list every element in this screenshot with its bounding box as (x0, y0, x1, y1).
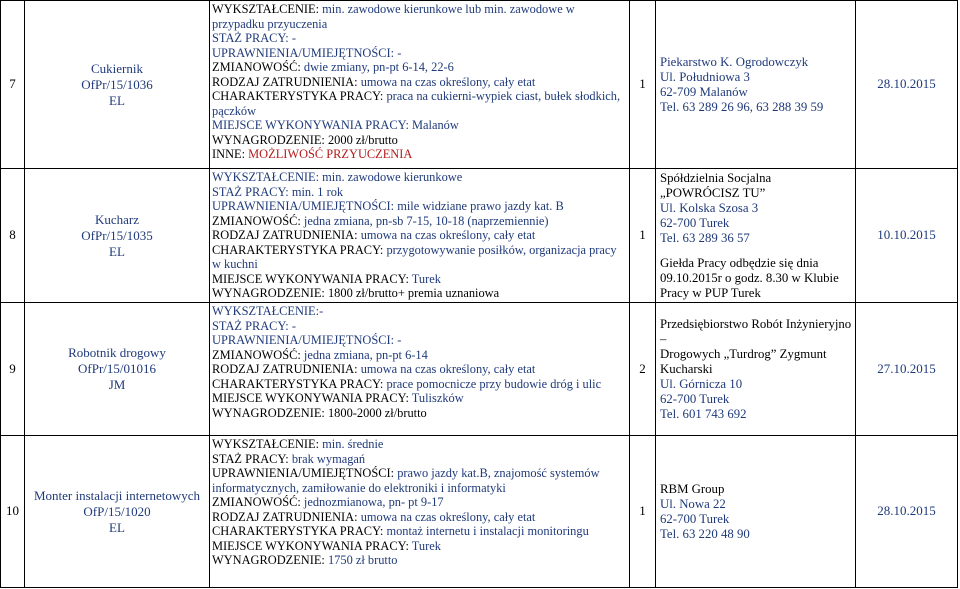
education-value: min. zawodowe kierunkowe lub min. zawodowe w przypadku przyuczenia (212, 2, 575, 31)
advisor-code: EL (109, 243, 125, 259)
row-number: 7 (1, 1, 25, 169)
advisor-code: JM (108, 377, 126, 392)
row-number: 10 (1, 436, 25, 588)
employer-name: Piekarstwo K. Ogrodowczyk (660, 54, 809, 69)
offer-description: WYKSZTAŁCENIE: min. średnie STAŻ PRACY: brak wymagań UPRAWNIENIA/UMIEJĘTNOŚCI: prawo jazdy kat.B, znajomość systemów informatycznych, zamiłowanie do elektroniki i informatyki ZMIANOWOŚĆ: jednozmianowa, pn- pt 9-17 RODZAJ ZATRUDNIENIA: umowa na czas określony, cały etat CHARAKTERYSTYKA PRACY: montaż internetu i instalacji monitoringu MIEJSCE WYKONYWANIA PRACY: Turek WYNAGRODZENIE: 1750 zł brutto (210, 436, 630, 588)
job-title: Robotnik drogowy (68, 345, 166, 360)
employer-phone: Tel. 63 289 26 96, 63 288 39 59 (660, 99, 824, 114)
employer-phone: Tel. 63 289 36 57 (660, 230, 750, 245)
job-fair-note: Giełda Pracy odbędzie się dnia (660, 255, 819, 270)
note-value: MOŻLIWOŚĆ PRZYUCZENIA (248, 147, 413, 161)
vacancies-count: 2 (630, 303, 656, 436)
advisor-code: EL (109, 519, 125, 535)
employer-cell: Piekarstwo K. Ogrodowczyk Ul. Południowa 3 62-709 Malanów Tel. 63 289 26 96, 63 288 39 59 (656, 1, 856, 169)
offer-description: WYKSZTAŁCENIE: min. zawodowe kierunkowe STAŻ PRACY: min. 1 rok UPRAWNIENIA/UMIEJĘTNOŚCI: mile widziane prawo jazdy kat. B ZMIANOWOŚĆ: jedna zmiana, pn-sb 7-15, 10-18 (naprzemiennie) RODZAJ ZATRUDNIENIA: umowa na czas określony, cały etat CHARAKTERYSTYKA PRACY: przygotowywanie posiłków, organizacja pracy w kuchni MIEJSCE WYKONYWANIA PRACY: Turek WYNAGRODZENIE: 1800 zł/brutto+ premia uznaniowa (210, 169, 630, 303)
valid-until-date: 27.10.2015 (856, 303, 958, 436)
vacancies-count: 1 (630, 436, 656, 588)
job-cell (25, 303, 210, 436)
vacancies-count: 1 (630, 169, 656, 303)
job-title: Cukiernik (91, 60, 143, 76)
employer-name: RBM Group (660, 481, 725, 496)
employer-name: Przedsiębiorstwo Robót Inżynieryjno – (660, 316, 852, 346)
offer-row-9 (1, 303, 958, 436)
offer-row-7 (1, 1, 958, 169)
job-cell (25, 1, 210, 169)
employer-name: Spółdzielnia Socjalna „POWRÓCISZ TU” (660, 170, 772, 200)
employer-phone: Tel. 63 220 48 90 (660, 526, 750, 541)
job-cell (25, 169, 210, 303)
job-cell (25, 436, 210, 588)
row-number: 9 (1, 303, 25, 436)
offer-description: WYKSZTAŁCENIE:- STAŻ PRACY: - UPRAWNIENIA/UMIEJĘTNOŚCI: - ZMIANOWOŚĆ: jedna zmiana, pn-pt 6-14 RODZAJ ZATRUDNIENIA: umowa na czas określony, cały etat CHARAKTERYSTYKA PRACY: prace pomocnicze przy budowie dróg i ulic MIEJSCE WYKONYWANIA PRACY: Tuliszków WYNAGRODZENIE: 1800-2000 zł/brutto (210, 303, 630, 436)
offer-code: OfPr/15/01016 (78, 361, 156, 376)
employer-phone: Tel. 601 743 692 (660, 406, 747, 421)
job-title: Kucharz (94, 211, 140, 227)
offer-row-8 (1, 169, 958, 303)
valid-until-date: 28.10.2015 (856, 436, 958, 588)
offer-code: OfP/15/1020 (83, 503, 151, 519)
valid-until-date: 10.10.2015 (856, 169, 958, 303)
job-title: Monter instalacji internetowych (33, 487, 201, 503)
offer-code: OfPr/15/1036 (81, 76, 153, 92)
row-number: 8 (1, 169, 25, 303)
vacancies-count: 1 (630, 1, 656, 169)
employer-cell: RBM Group Ul. Nowa 22 62-700 Turek Tel. 63 220 48 90 (656, 436, 856, 588)
offer-description: WYKSZTAŁCENIE: min. zawodowe kierunkowe lub min. zawodowe w przypadku przyuczenia STAŻ PRACY: - UPRAWNIENIA/UMIEJĘTNOŚCI: - ZMIANOWOŚĆ: dwie zmiany, pn-pt 6-14, 22-6 RODZAJ ZATRUDNIENIA: umowa na czas określony, cały etat CHARAKTERYSTYKA PRACY: praca na cukierni-wypiek ciast, bułek słodkich, pączków MIEJSCE WYKONYWANIA PRACY: Malanów WYNAGRODZENIE: 2000 zł/brutto INNE: MOŻLIWOŚĆ PRZYUCZENIA (210, 1, 630, 169)
valid-until-date: 28.10.2015 (856, 1, 958, 169)
offer-code: OfPr/15/1035 (81, 227, 153, 243)
advisor-code: EL (109, 92, 125, 108)
offer-row-10 (1, 436, 958, 588)
employer-cell: Przedsiębiorstwo Robót Inżynieryjno – Drogowych „Turdrog” Zygmunt Kucharski Ul. Górnicza 10 62-700 Turek Tel. 601 743 692 (656, 303, 856, 436)
employer-cell: Spółdzielnia Socjalna „POWRÓCISZ TU” Ul. Kolska Szosa 3 62-700 Turek Tel. 63 289 36 57 Giełda Pracy odbędzie się dnia 09.10.2015r o godz. 8.30 w Klubie Pracy w PUP Turek (656, 169, 856, 303)
